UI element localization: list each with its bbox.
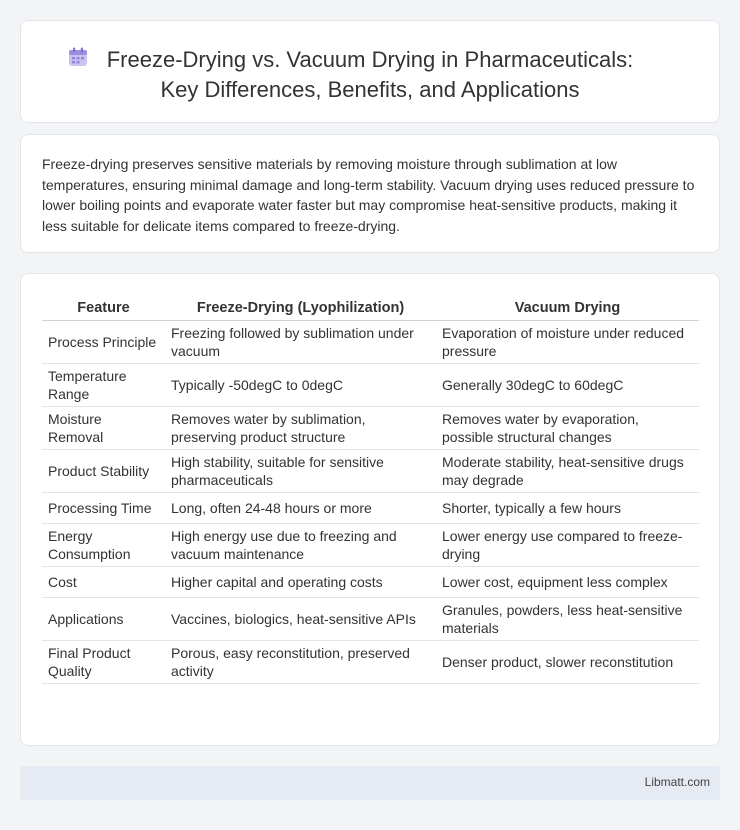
feature-cell: Processing Time [42,492,165,523]
vacuum-drying-cell: Granules, powders, less heat-sensitive materials [436,597,699,640]
table-header-row [42,296,699,320]
vacuum-drying-cell: Lower cost, equipment less complex [436,566,699,597]
freeze-drying-cell: Removes water by sublimation, preserving product structure [165,406,436,449]
comparison-table [42,296,699,684]
vacuum-drying-cell: Shorter, typically a few hours [436,492,699,523]
vacuum-drying-cell: Denser product, slower reconstitution [436,640,699,683]
freeze-drying-cell: High energy use due to freezing and vacuum maintenance [165,523,436,566]
intro-card [20,134,720,253]
comparison-card [20,273,720,746]
vacuum-drying-cell: Evaporation of moisture under reduced pressure [436,320,699,363]
table-row [42,566,699,597]
vacuum-drying-cell: Removes water by evaporation, possible structural changes [436,406,699,449]
freeze-drying-cell: Higher capital and operating costs [165,566,436,597]
vacuum-drying-cell: Generally 30degC to 60degC [436,363,699,406]
vacuum-drying-cell: Moderate stability, heat-sensitive drugs may degrade [436,449,699,492]
intro-text: Freeze-drying preserves sensitive materials by removing moisture through sublimation at low temperatures, ensuring minimal damage and long-term stability. Vacuum drying uses reduced pressure to lower boiling points and evaporate water faster but may compromise heat-sensitive products, making it less suitable for delicate items compared to freeze-drying. [42,156,695,234]
footer-brand-link[interactable]: Libmatt.com [644,775,710,789]
title-line-2: Key Differences, Benefits, and Applications [160,77,580,102]
freeze-drying-cell: Freezing followed by sublimation under vacuum [165,320,436,363]
title-line-1: Freeze-Drying vs. Vacuum Drying in Pharmaceuticals: [106,47,634,72]
table-row [42,363,699,406]
page-title [21,45,719,105]
footer [20,766,720,800]
feature-cell: Product Stability [42,449,165,492]
vacuum-drying-cell: Lower energy use compared to freeze-drying [436,523,699,566]
table-row [42,640,699,683]
header-feature: Feature [42,296,165,320]
feature-cell: Applications [42,597,165,640]
feature-cell: Cost [42,566,165,597]
table-row [42,597,699,640]
table-row [42,320,699,363]
title-card [20,20,720,123]
table-row [42,449,699,492]
feature-cell: Energy Consumption [42,523,165,566]
table-row [42,492,699,523]
feature-cell: Process Principle [42,320,165,363]
freeze-drying-cell: Long, often 24-48 hours or more [165,492,436,523]
header-freeze-drying: Freeze-Drying (Lyophilization) [165,296,436,320]
feature-cell: Final Product Quality [42,640,165,683]
feature-cell: Moisture Removal [42,406,165,449]
freeze-drying-cell: Vaccines, biologics, heat-sensitive APIs [165,597,436,640]
feature-cell: Temperature Range [42,363,165,406]
table-row [42,406,699,449]
freeze-drying-cell: Typically -50degC to 0degC [165,363,436,406]
freeze-drying-cell: High stability, suitable for sensitive pharmaceuticals [165,449,436,492]
header-vacuum-drying: Vacuum Drying [436,296,699,320]
freeze-drying-cell: Porous, easy reconstitution, preserved activity [165,640,436,683]
table-row [42,523,699,566]
